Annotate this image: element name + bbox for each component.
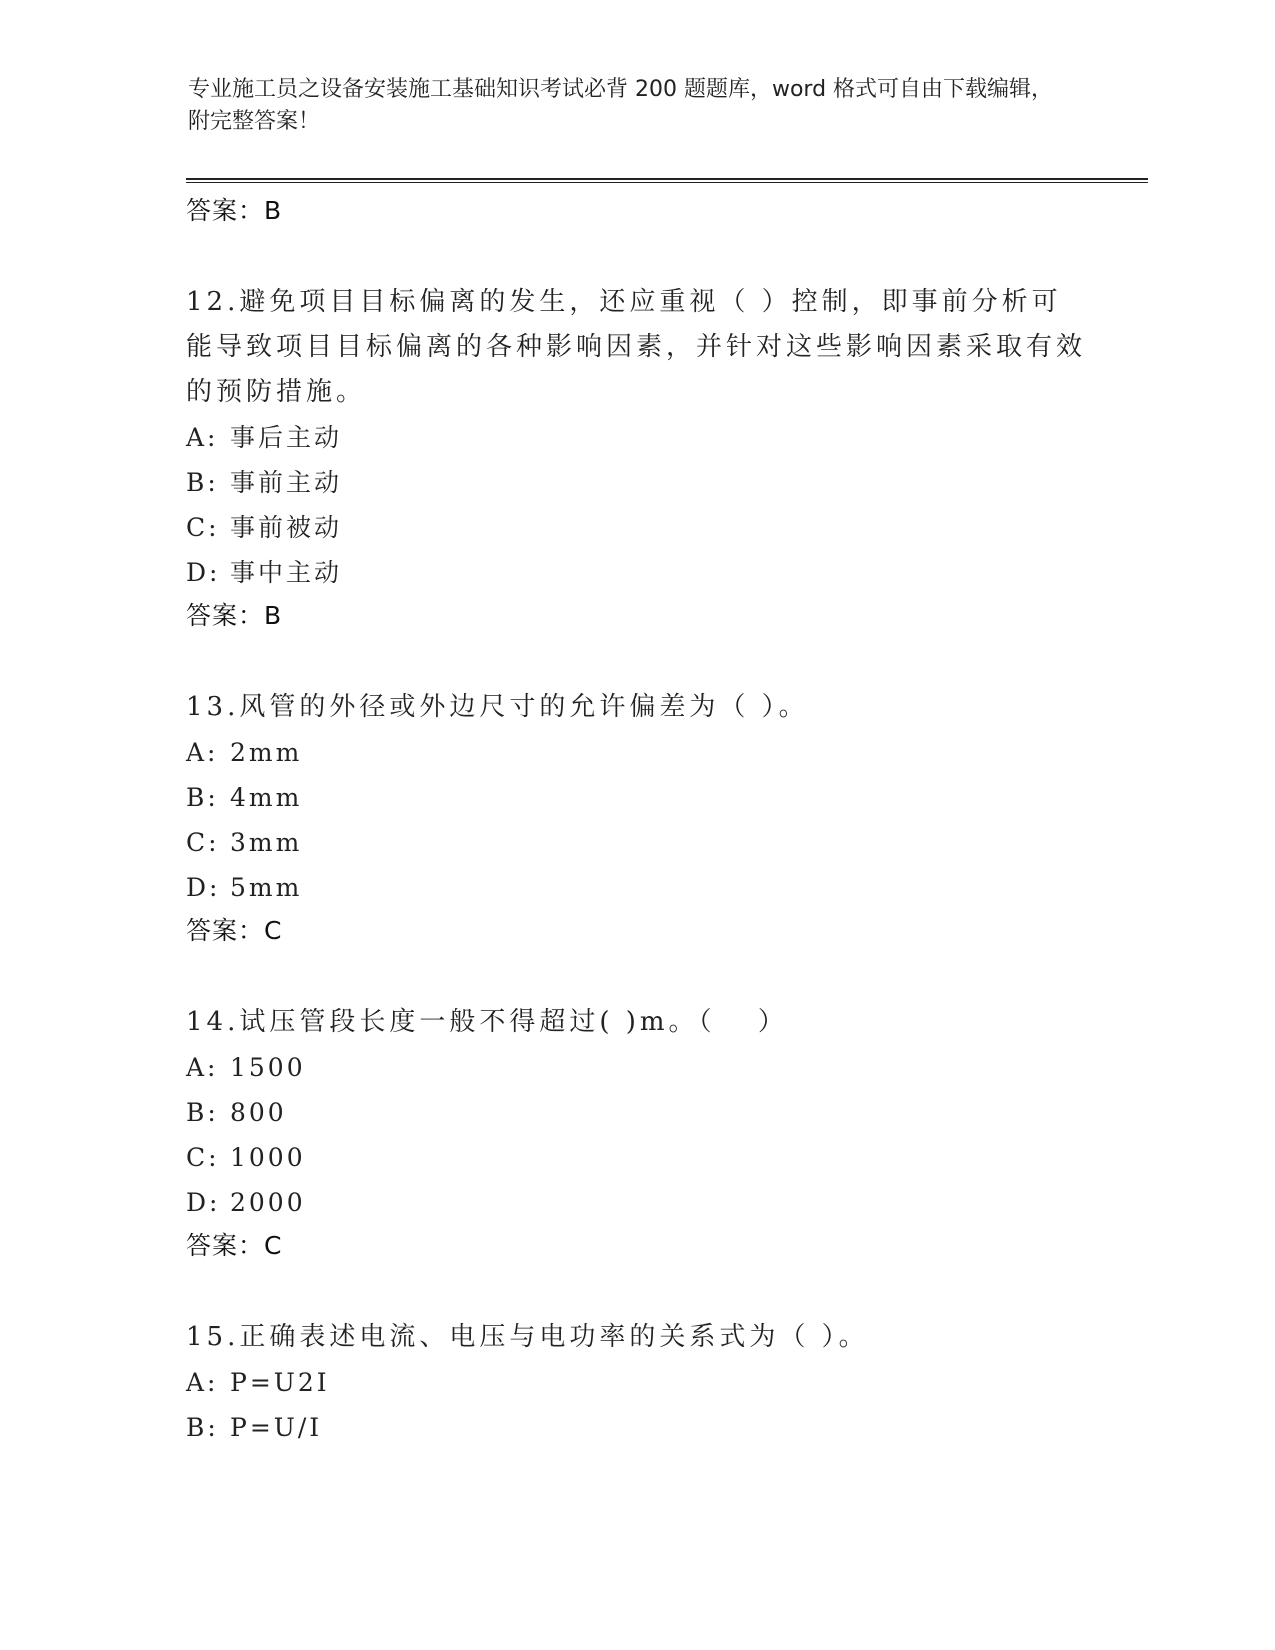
option-text: 事中主动: [230, 558, 343, 587]
option-letter: A:: [186, 738, 219, 767]
option-letter: D:: [186, 558, 221, 587]
option-c: [186, 820, 1086, 865]
option-b: [186, 1090, 1086, 1135]
option-letter: D:: [186, 873, 221, 902]
option-text: 事后主动: [230, 423, 343, 452]
answer-line: 答案：B: [186, 196, 283, 225]
option-b: [186, 460, 1086, 505]
option-letter: B:: [186, 1413, 219, 1442]
option-b: [186, 1405, 1086, 1450]
option-letter: D:: [186, 1188, 221, 1217]
option-text: 1000: [230, 1143, 306, 1172]
option-a: [186, 1045, 1086, 1090]
option-c: [186, 505, 1086, 550]
answer-line: 答案：B: [186, 601, 283, 630]
question-stem: 12.避免项目目标偏离的发生，还应重视（ ）控制，即事前分析可能导致项目目标偏离的各种影响因素，并针对这些影响因素采取有效的预防措施。: [186, 287, 1087, 407]
option-text: 事前主动: [230, 468, 343, 497]
option-text: 4mm: [230, 783, 303, 812]
option-text: 事前被动: [230, 513, 343, 542]
option-letter: B:: [186, 468, 219, 497]
spacer: [186, 232, 1086, 280]
option-d: [186, 865, 1086, 910]
option-letter: C:: [186, 1143, 220, 1172]
option-b: [186, 775, 1086, 820]
option-text: 5mm: [230, 873, 303, 902]
option-text: 800: [230, 1098, 287, 1127]
option-a: [186, 730, 1086, 775]
answer-line: 答案：C: [186, 916, 283, 945]
option-letter: B:: [186, 1098, 219, 1127]
question-stem: 15.正确表述电流、电压与电功率的关系式为（ ）。: [186, 1322, 869, 1352]
option-text: P=U2I: [230, 1368, 330, 1397]
option-text: 3mm: [230, 828, 303, 857]
option-d: [186, 550, 1086, 595]
question-block-14: [186, 1000, 1086, 1267]
question-block-12: [186, 280, 1086, 637]
page-header-text: 专业施工员之设备安装施工基础知识考试必背 200 题题库，word 格式可自由下载编辑，附完整答案！: [188, 77, 1054, 134]
option-d: [186, 1180, 1086, 1225]
answer-line: 答案：C: [186, 1231, 283, 1260]
question-stem: 14.试压管段长度一般不得超过( )m。（ ）: [186, 1007, 788, 1037]
question-list: [186, 190, 1086, 1450]
question-block-13: [186, 685, 1086, 952]
option-letter: B:: [186, 783, 219, 812]
question-block-15: [186, 1315, 1086, 1450]
option-letter: C:: [186, 828, 220, 857]
option-letter: C:: [186, 513, 220, 542]
spacer: [186, 952, 1086, 1000]
option-a: [186, 1360, 1086, 1405]
option-c: [186, 1135, 1086, 1180]
spacer: [186, 1267, 1086, 1315]
option-text: 2000: [230, 1188, 306, 1217]
option-a: [186, 415, 1086, 460]
option-text: 2mm: [230, 738, 303, 767]
option-text: P=U/I: [230, 1413, 323, 1442]
option-letter: A:: [186, 423, 219, 452]
header-divider: [186, 178, 1148, 183]
spacer: [186, 637, 1086, 685]
question-stem: 13.风管的外径或外边尺寸的允许偏差为（ ）。: [186, 692, 809, 722]
option-letter: A:: [186, 1368, 219, 1397]
option-letter: A:: [186, 1053, 219, 1082]
option-text: 1500: [230, 1053, 306, 1082]
